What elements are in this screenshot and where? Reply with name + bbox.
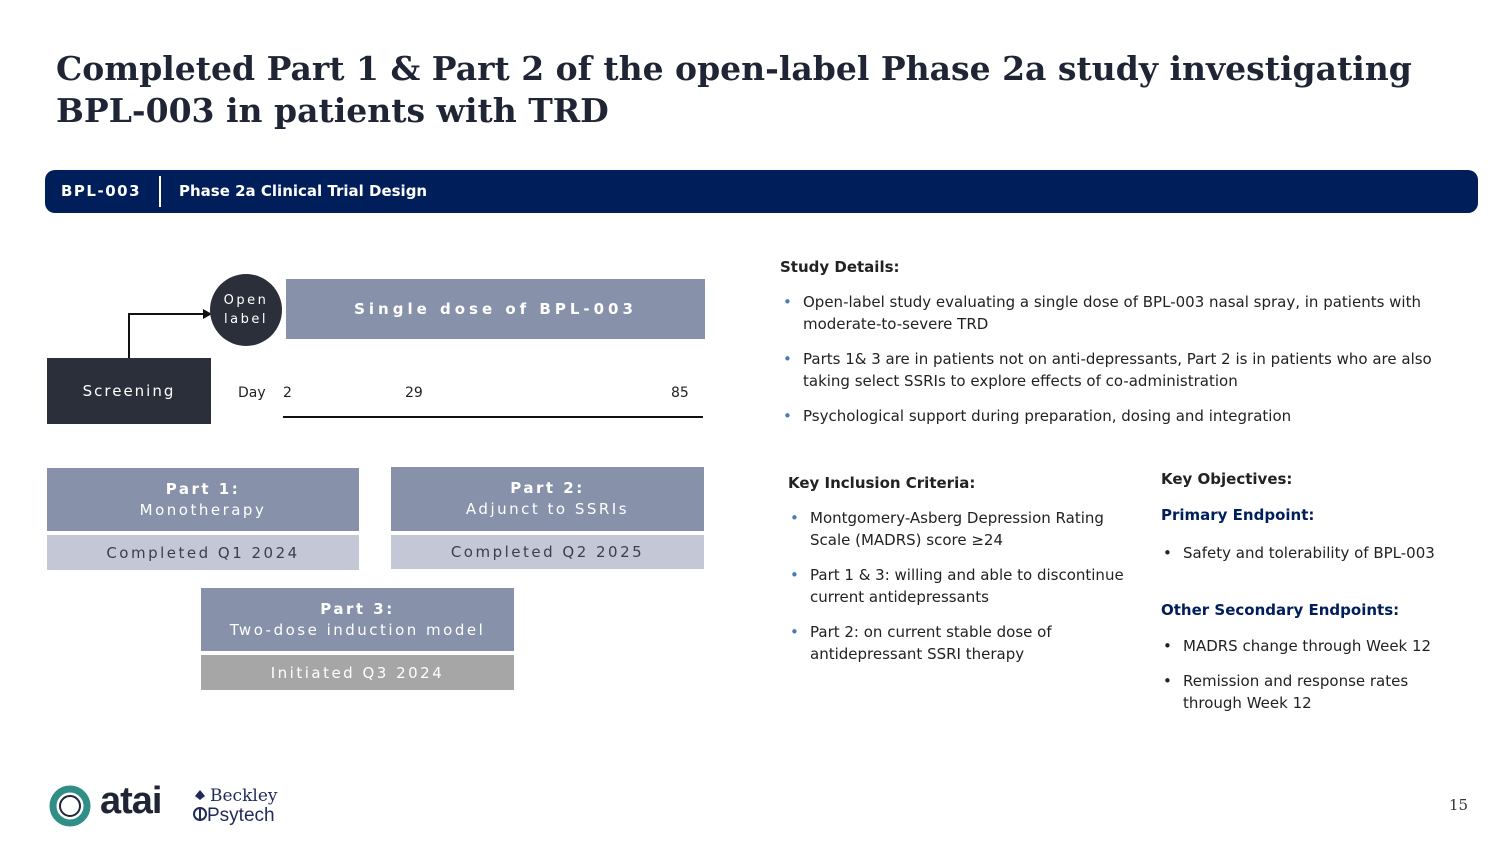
part-3-heading: Part 3: — [320, 599, 395, 618]
day-tick: 2 — [283, 385, 292, 401]
study-details-heading: Study Details: — [780, 258, 900, 276]
open-label-circle — [210, 274, 282, 346]
part-2-box — [391, 467, 704, 531]
page-number: 15 — [1449, 796, 1469, 814]
part-3-status: Initiated Q3 2024 — [201, 655, 514, 690]
secondary-endpoints-heading: Other Secondary Endpoints: — [1161, 601, 1400, 619]
primary-endpoint-list — [1161, 542, 1461, 564]
list-item: • Parts 1& 3 are in patients not on anti-depressants, Part 2 is in patients who are also taking select SSRIs to explore effects of co-administration — [781, 348, 1441, 392]
part-3-name: Two-dose induction model — [229, 620, 486, 639]
day-tick: 29 — [405, 385, 423, 401]
list-item: • Remission and response rates through Week 12 — [1161, 670, 1461, 714]
primary-endpoint-heading: Primary Endpoint: — [1161, 506, 1315, 524]
list-item: • Part 1 & 3: willing and able to discontinue current antidepressants — [788, 564, 1128, 608]
part-1-box — [47, 468, 359, 531]
day-tick: 85 — [671, 385, 689, 401]
list-item: • Montgomery-Asberg Depression Rating Scale (MADRS) score ≥24 — [788, 507, 1128, 551]
day-label: Day — [238, 385, 266, 401]
banner-divider — [159, 176, 161, 207]
list-item: • Psychological support during preparation, dosing and integration — [781, 405, 1441, 427]
part-1-heading: Part 1: — [165, 479, 241, 498]
psytech-logo-text: Psytech — [207, 805, 275, 826]
open-label-line2: label — [224, 312, 268, 327]
atai-logo-text: atai — [100, 780, 162, 822]
list-item: • Open-label study evaluating a single dose of BPL-003 nasal spray, in patients with moderate-to-severe TRD — [781, 291, 1441, 335]
inclusion-heading: Key Inclusion Criteria: — [788, 474, 976, 492]
inclusion-list — [788, 507, 1128, 678]
list-item: • Part 2: on current stable dose of antidepressant SSRI therapy — [788, 621, 1128, 665]
open-label-line1: Open — [223, 293, 269, 308]
secondary-endpoints-list — [1161, 635, 1461, 727]
page-title: Completed Part 1 & Part 2 of the open-label Phase 2a study investigating BPL-003 in patients with TRD — [56, 49, 1412, 130]
part-1-status: Completed Q1 2024 — [47, 535, 359, 570]
timeline-axis — [283, 416, 703, 418]
study-details-list — [781, 291, 1441, 440]
banner-title: Phase 2a Clinical Trial Design — [179, 182, 428, 200]
banner-code: BPL-003 — [61, 182, 142, 200]
list-item: • Safety and tolerability of BPL-003 — [1161, 542, 1461, 564]
part-2-heading: Part 2: — [510, 479, 585, 497]
part-1-name: Monotherapy — [139, 500, 267, 519]
single-dose-box: Single dose of BPL-003 — [286, 279, 705, 339]
section-banner — [45, 170, 1478, 213]
part-3-box — [201, 588, 514, 651]
list-item: • MADRS change through Week 12 — [1161, 635, 1461, 657]
screening-box: Screening — [47, 358, 211, 424]
part-2-name: Adjunct to SSRIs — [465, 500, 630, 518]
beckley-logo-text: Beckley — [210, 786, 278, 806]
part-2-status: Completed Q2 2025 — [391, 535, 704, 569]
objectives-heading: Key Objectives: — [1161, 470, 1293, 488]
